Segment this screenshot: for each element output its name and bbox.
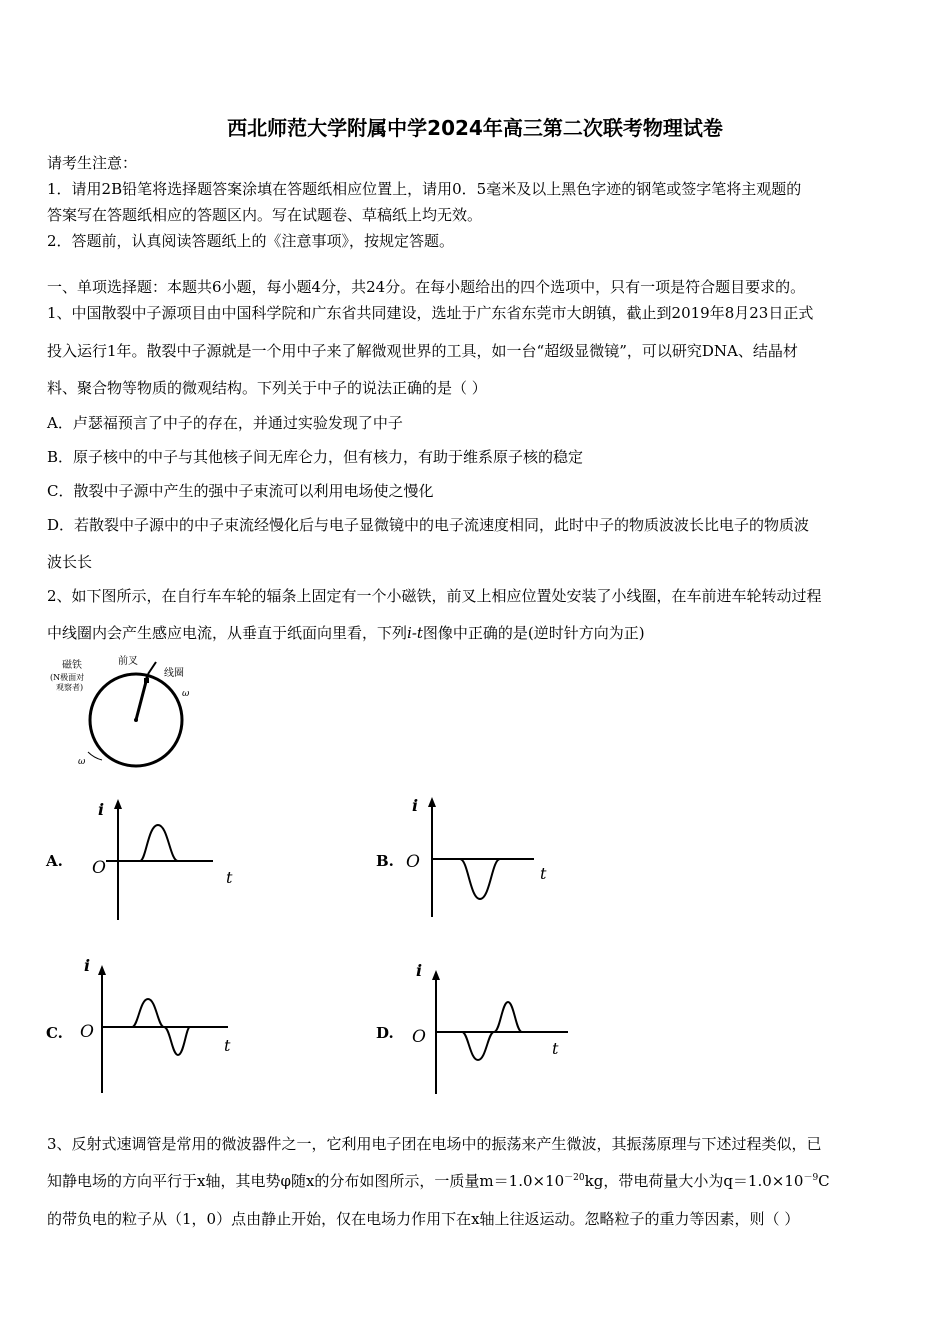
omega-label-right: ω bbox=[182, 689, 190, 699]
q2-line-2b: 图像中正确的是(逆时针方向为正) bbox=[422, 624, 645, 642]
magnet-note-1: (N极面对 bbox=[50, 673, 85, 682]
graph-d-y-arrow bbox=[432, 970, 440, 980]
notice-item-1a: 1．请用2B铅笔将选择题答案涂填在答题纸相应位置上，请用0．5毫米及以上黑色字迹的钢笔或签字笔将主观题的 bbox=[47, 180, 802, 198]
graph-a-y-arrow bbox=[114, 799, 122, 809]
q3-line-3: 的带负电的粒子从（1，0）点由静止开始，仅在电场力作用下在x轴上往返运动。忽略粒子的重力等因素，则（ ） bbox=[47, 1210, 800, 1228]
graph-b bbox=[400, 795, 560, 925]
graph-c-y-label: i bbox=[84, 956, 91, 975]
graph-a-x-label: t bbox=[226, 868, 233, 887]
q3-line-2 bbox=[47, 1170, 917, 1191]
q3-line-2c: C bbox=[818, 1172, 830, 1190]
graph-b-y-label: i bbox=[412, 796, 419, 815]
graph-d bbox=[408, 962, 578, 1097]
graph-c bbox=[78, 955, 248, 1095]
graph-b-origin: O bbox=[406, 852, 420, 872]
q2-option-c-label: C. bbox=[46, 1024, 63, 1042]
q3-exponent-2: －9 bbox=[803, 1173, 819, 1183]
q2-line-2 bbox=[47, 622, 917, 643]
q3-line-1: 3、反射式速调管是常用的微波器件之一，它利用电子团在电场中的振荡来产生微波，其振荡原理与下述过程类似，已 bbox=[47, 1135, 822, 1153]
q1-line-1: 1、中国散裂中子源项目由中国科学院和广东省共同建设，选址于广东省东莞市大朗镇，截止到2019年8月23日正式 bbox=[47, 304, 814, 322]
q1-line-3: 料、聚合物等物质的微观结构。下列关于中子的说法正确的是（ ） bbox=[47, 379, 487, 397]
q2-line-2a: 中线圈内会产生感应电流，从垂直于纸面向里看，下列 bbox=[47, 624, 408, 642]
graph-b-x-label: t bbox=[540, 864, 547, 883]
graph-a-y-label: i bbox=[98, 800, 105, 819]
q2-option-a-label: A. bbox=[46, 852, 63, 870]
graph-a-origin: O bbox=[92, 858, 106, 878]
magnet-mark bbox=[144, 678, 149, 683]
notice-heading: 请考生注意： bbox=[47, 154, 138, 172]
graph-c-x-label: t bbox=[224, 1036, 231, 1055]
q3-line-2b: kg，带电荷量大小为q＝1.0×10 bbox=[584, 1172, 804, 1190]
q2-option-d-label: D. bbox=[376, 1024, 394, 1042]
q1-option-b: B．原子核中的中子与其他核子间无库仑力，但有核力，有助于维系原子核的稳定 bbox=[47, 448, 584, 466]
omega-label-left: ω bbox=[78, 757, 86, 767]
q1-option-a: A．卢瑟福预言了中子的存在，并通过实验发现了中子 bbox=[47, 414, 403, 432]
graph-b-curve bbox=[432, 859, 500, 899]
rotation-arrow bbox=[88, 752, 102, 760]
graph-a-curve bbox=[118, 825, 178, 861]
wheel-hub bbox=[134, 718, 138, 722]
q3-line-2a: 知静电场的方向平行于x轴，其电势φ随x的分布如图所示，一质量m＝1.0×10 bbox=[47, 1172, 565, 1190]
q2-line-1: 2、如下图所示，在自行车车轮的辐条上固定有一个小磁铁，前叉上相应位置处安装了小线圈，在车前进车轮转动过程 bbox=[47, 587, 822, 605]
q1-option-d-1: D．若散裂中子源中的中子束流经慢化后与电子显微镜中的电子流速度相同，此时中子的物质波波长比电子的物质波 bbox=[47, 516, 810, 534]
notice-item-2: 2．答题前，认真阅读答题纸上的《注意事项》，按规定答题。 bbox=[47, 232, 455, 250]
q2-option-b-label: B. bbox=[376, 852, 394, 870]
fork-label: 前叉 bbox=[118, 656, 138, 667]
q1-option-d-2: 波长长 bbox=[47, 553, 93, 571]
graph-d-x-label: t bbox=[552, 1039, 559, 1058]
exam-title: 西北师范大学附属中学2024年高三第二次联考物理试卷 bbox=[227, 116, 723, 140]
q1-line-2: 投入运行1年。散裂中子源就是一个用中子来了解微观世界的工具，如一台“超级显微镜”，可以研究DNA、结晶材 bbox=[47, 342, 798, 360]
graph-b-y-arrow bbox=[428, 797, 436, 807]
magnet-label: 磁铁 bbox=[62, 660, 82, 671]
wheel-figure bbox=[48, 652, 228, 772]
graph-a bbox=[88, 795, 248, 925]
front-fork bbox=[148, 662, 156, 674]
graph-c-origin: O bbox=[80, 1022, 94, 1042]
magnet-note-2: 观察者) bbox=[56, 683, 84, 692]
graph-c-y-arrow bbox=[98, 965, 106, 975]
q3-exponent-1: －20 bbox=[564, 1173, 585, 1183]
graph-d-origin: O bbox=[412, 1027, 426, 1047]
graph-d-y-label: i bbox=[416, 962, 423, 980]
notice-item-1b: 答案写在答题纸相应的答题区内。写在试题卷、草稿纸上均无效。 bbox=[47, 206, 483, 224]
q2-variable: i-t bbox=[407, 624, 423, 642]
coil-label: 线圈 bbox=[164, 668, 184, 679]
section-heading: 一、单项选择题：本题共6小题，每小题4分，共24分。在每小题给出的四个选项中，只有一项是符合题目要求的。 bbox=[47, 278, 806, 296]
q1-option-c: C．散裂中子源中产生的强中子束流可以利用电场使之慢化 bbox=[47, 482, 434, 500]
